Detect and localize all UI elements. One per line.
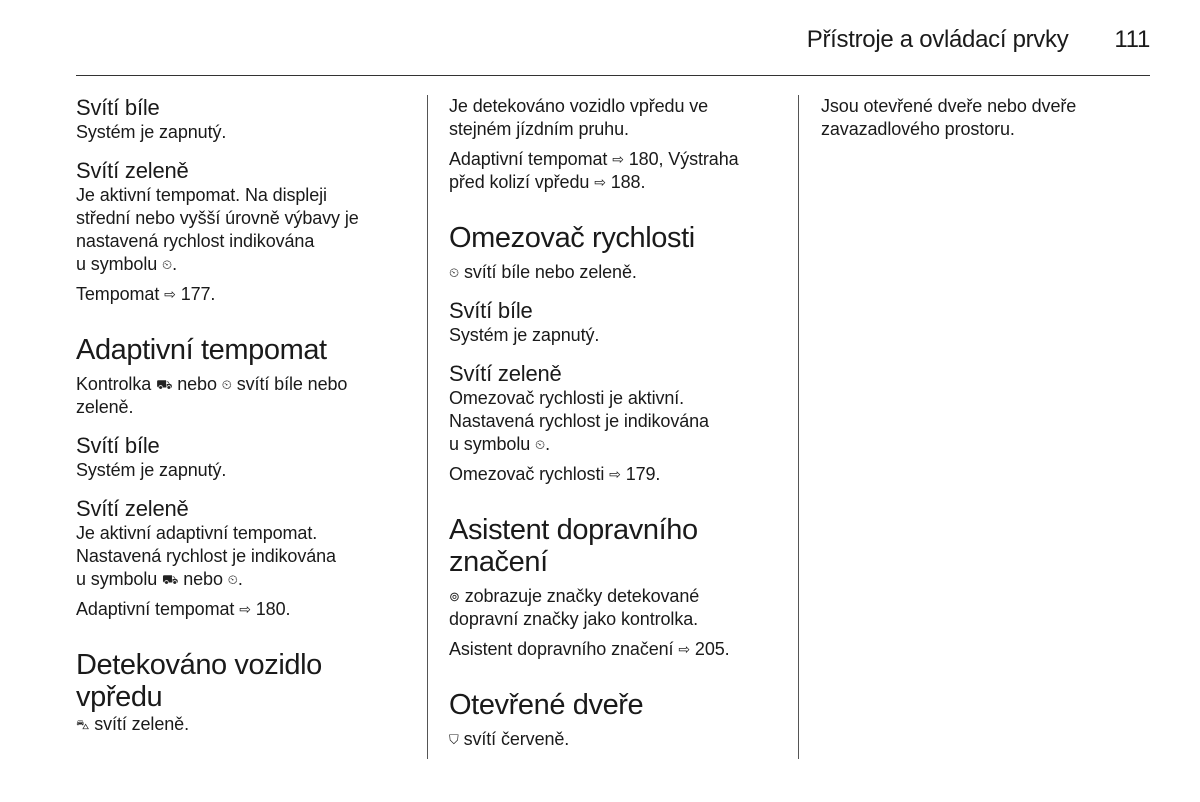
paragraph: Kontrolka ⛟ nebo ⏲ svítí bíle nebo zeleně. [76, 374, 348, 417]
column-divider-1 [427, 95, 428, 759]
cross-reference[interactable]: Adaptivní tempomat ⇨ 180. [76, 599, 291, 619]
paragraph: Jsou otevřené dveře nebo dveře zavazadlového prostoru. [821, 96, 1077, 139]
cross-reference[interactable]: Adaptivní tempomat ⇨ 180, Výstraha před kolizí vpředu ⇨ 188. [449, 149, 739, 192]
header-divider [76, 75, 1150, 76]
cross-reference[interactable]: Omezovač rychlosti ⇨ 179. [449, 464, 661, 484]
paragraph: Systém je zapnutý. [449, 325, 600, 345]
heading-speed-limiter: Omezovač rychlosti [449, 222, 695, 254]
chapter-title: Přístroje a ovládací prvky [806, 26, 1069, 53]
column-2 [449, 95, 789, 751]
speed-limiter-icon: ⏲ [449, 265, 460, 280]
column-divider-2 [798, 95, 799, 759]
paragraph: Je aktivní tempomat. Na displeji střední nebo vyšší úrovně výbavy je nastavená rychlost indikována u symbolu ⏲. [76, 185, 359, 274]
paragraph: Systém je zapnutý. [76, 460, 227, 480]
heading-traffic-sign-assist: Asistent dopravního značení [449, 514, 698, 578]
cruise-control-icon: ⏲ [162, 257, 173, 272]
subheading-lights-white: Svítí bíle [449, 298, 533, 323]
heading-adaptive-cruise: Adaptivní tempomat [76, 334, 327, 366]
adaptive-cruise-icon: ⛟ [162, 572, 179, 587]
cruise-control-icon: ⏲ [221, 377, 232, 392]
reference-arrow-icon: ⇨ [612, 151, 624, 167]
reference-arrow-icon: ⇨ [164, 286, 176, 302]
page-number: 111 [1114, 26, 1150, 53]
paragraph: Omezovač rychlosti je aktivní. Nastavená rychlost je indikována u symbolu ⏲. [449, 388, 709, 454]
traffic-sign-icon: ⊚ [449, 589, 460, 604]
paragraph: ⊚ zobrazuje značky detekované dopravní značky jako kontrolka. [449, 586, 700, 629]
heading-vehicle-ahead: Detekováno vozidlo vpředu [76, 649, 322, 713]
reference-arrow-icon: ⇨ [678, 641, 690, 657]
paragraph: ⛍ svítí zeleně. [76, 714, 189, 734]
subheading-lights-green: Svítí zeleně [76, 158, 189, 183]
paragraph: Je aktivní adaptivní tempomat. Nastavená rychlost je indikována u symbolu ⛟ nebo ⏲. [76, 523, 336, 589]
speed-limiter-icon: ⏲ [535, 437, 546, 452]
open-door-icon: ⛉ [449, 732, 459, 747]
cross-reference[interactable]: Asistent dopravního značení ⇨ 205. [449, 639, 730, 659]
paragraph: ⛉ svítí červeně. [449, 729, 570, 749]
subheading-lights-white: Svítí bíle [76, 95, 160, 120]
subheading-lights-green: Svítí zeleně [76, 496, 189, 521]
cross-reference[interactable]: Tempomat ⇨ 177. [76, 284, 216, 304]
heading-open-door: Otevřené dveře [449, 689, 644, 721]
column-3 [821, 95, 1141, 141]
subheading-lights-green: Svítí zeleně [449, 361, 562, 386]
column-1 [76, 95, 416, 736]
paragraph: Je detekováno vozidlo vpředu ve stejném jízdním pruhu. [449, 96, 709, 139]
adaptive-cruise-icon: ⛟ [156, 377, 173, 392]
paragraph: ⏲ svítí bíle nebo zeleně. [449, 262, 637, 282]
subheading-lights-white: Svítí bíle [76, 433, 160, 458]
reference-arrow-icon: ⇨ [239, 601, 251, 617]
reference-arrow-icon: ⇨ [609, 466, 621, 482]
cruise-control-icon: ⏲ [227, 572, 238, 587]
reference-arrow-icon: ⇨ [594, 174, 606, 190]
paragraph: Systém je zapnutý. [76, 122, 227, 142]
page-header [0, 24, 1150, 64]
vehicle-ahead-icon: ⛍ [76, 717, 90, 732]
